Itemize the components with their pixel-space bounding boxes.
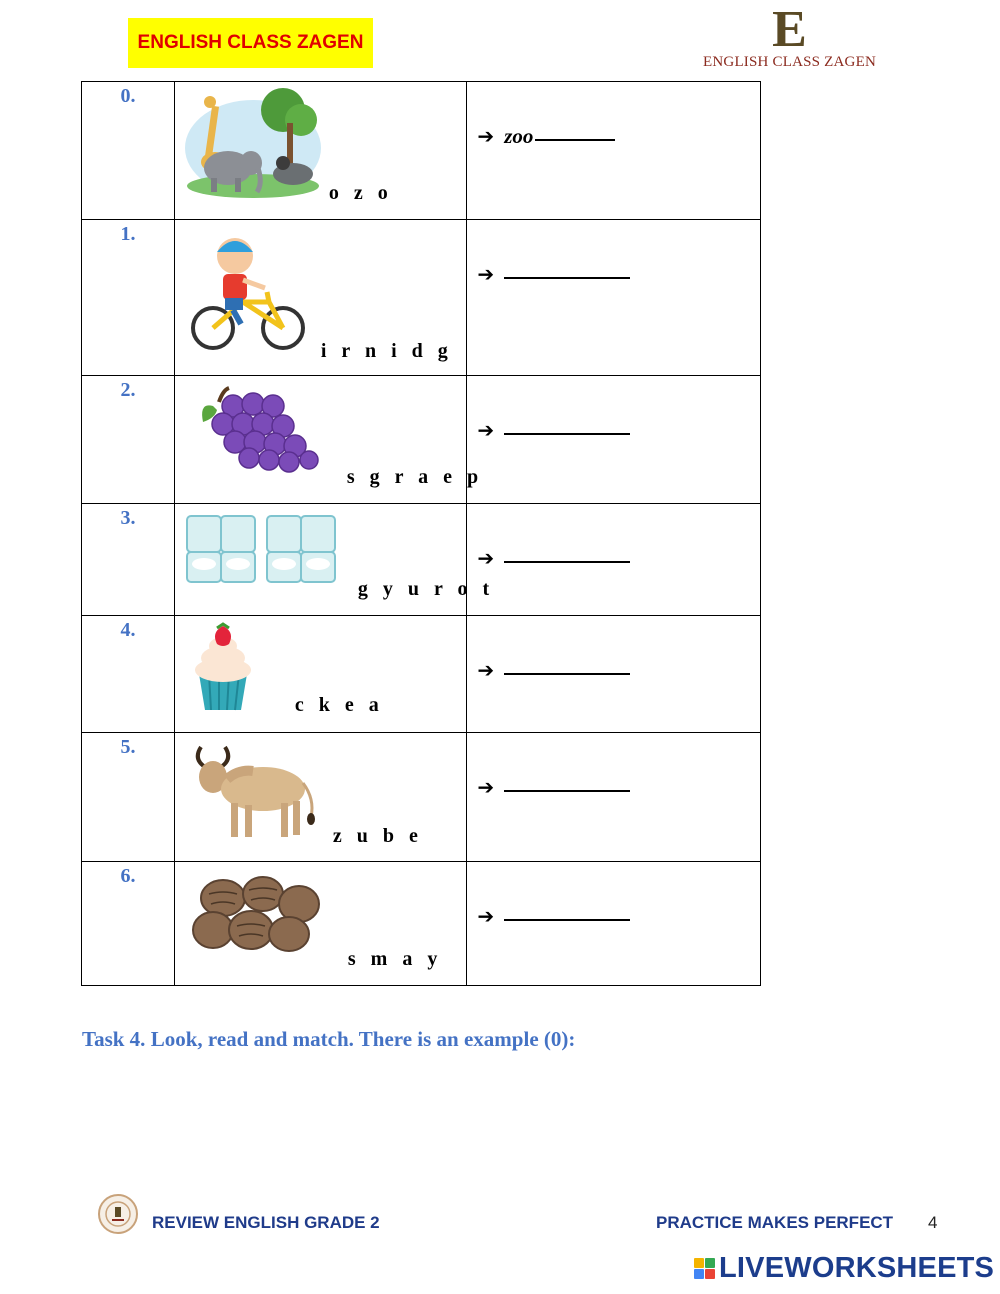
number-cell (82, 220, 175, 376)
liveworksheets-logo[interactable] (694, 1252, 994, 1285)
table-row (82, 733, 761, 862)
table-row (82, 82, 761, 220)
task-label: Task 4. (82, 1027, 146, 1051)
item-number: 6. (120, 865, 136, 887)
answer-blank[interactable] (504, 561, 630, 563)
picture-cell (174, 504, 495, 616)
answer-blank[interactable] (504, 277, 630, 279)
answer-cell (467, 220, 761, 376)
yogurt-cups-picture (183, 510, 343, 588)
arrow-icon: ➔ (477, 262, 495, 286)
arrow-icon: ➔ (477, 904, 495, 928)
scrambled-letters: o z o (328, 182, 393, 204)
task-instruction: Look, read and match. There is an example (0): (150, 1027, 576, 1051)
class-name-badge (128, 18, 373, 68)
liveworksheets-brand: LIVEWORKSHEETS (719, 1252, 995, 1284)
picture-cell (174, 220, 467, 376)
item-number: 0. (120, 85, 136, 107)
arrow-icon: ➔ (477, 124, 495, 148)
taro-yams-picture (183, 868, 328, 958)
table-row (82, 220, 761, 376)
scrambled-letters: s g r a e p (346, 466, 484, 488)
scrambled-letters: g y u r o t (357, 578, 495, 600)
picture-cell (174, 82, 467, 220)
item-number: 2. (120, 379, 136, 401)
answer-cell (467, 862, 761, 986)
picture-cell (174, 376, 484, 504)
item-number: 5. (120, 736, 136, 758)
item-number: 1. (120, 223, 136, 245)
number-cell (82, 862, 175, 986)
bunch-of-grapes-picture (183, 382, 333, 477)
seal-icon (104, 1200, 132, 1228)
table-row (82, 504, 761, 616)
answer-blank[interactable] (504, 790, 630, 792)
number-cell (82, 733, 175, 862)
answer-blank[interactable] (504, 919, 630, 921)
number-cell (82, 376, 175, 504)
scrambled-letters: c k e a (294, 694, 384, 716)
arrow-icon: ➔ (477, 775, 495, 799)
class-name-text: ENGLISH CLASS ZAGEN (137, 32, 364, 53)
number-cell (82, 616, 175, 733)
ox-picture (183, 739, 328, 844)
cupcake-picture (183, 622, 263, 712)
arrow-icon: ➔ (477, 418, 495, 442)
answer-cell (467, 733, 761, 862)
brand-logo (703, 1, 876, 80)
number-cell (82, 82, 175, 220)
answer-blank[interactable] (535, 139, 615, 141)
example-answer: zoo (504, 124, 534, 148)
zoo-animals-picture (183, 88, 323, 198)
picture-cell (174, 862, 467, 986)
table-row (82, 862, 761, 986)
answer-cell (467, 376, 761, 504)
picture-cell (174, 616, 467, 733)
footer-seal-logo (98, 1194, 138, 1234)
boy-riding-bicycle-picture (183, 226, 313, 356)
footer-motto: PRACTICE MAKES PERFECT (656, 1213, 894, 1232)
answer-cell (467, 616, 761, 733)
logo-mark: E (772, 1, 807, 58)
answer-cell (467, 82, 761, 220)
logo-name: ENGLISH CLASS ZAGEN (703, 54, 876, 70)
arrow-icon: ➔ (477, 658, 495, 682)
scrambled-letters: z u b e (332, 825, 423, 847)
answer-blank[interactable] (504, 433, 630, 435)
answer-blank[interactable] (504, 673, 630, 675)
number-cell (82, 504, 175, 616)
item-number: 4. (120, 619, 136, 641)
scrambled-letters: s m a y (347, 948, 443, 970)
page-number: 4 (928, 1213, 938, 1232)
item-number: 3. (120, 507, 136, 529)
task-heading (82, 1027, 575, 1052)
footer-title: REVIEW ENGLISH GRADE 2 (152, 1213, 380, 1232)
arrow-icon: ➔ (477, 546, 495, 570)
table-row (82, 616, 761, 733)
liveworksheets-grid-icon (694, 1258, 715, 1279)
exercise-table (81, 81, 761, 986)
answer-cell (467, 504, 761, 616)
picture-cell (174, 733, 467, 862)
table-row (82, 376, 761, 504)
scrambled-letters: i r n i d g (320, 340, 453, 362)
